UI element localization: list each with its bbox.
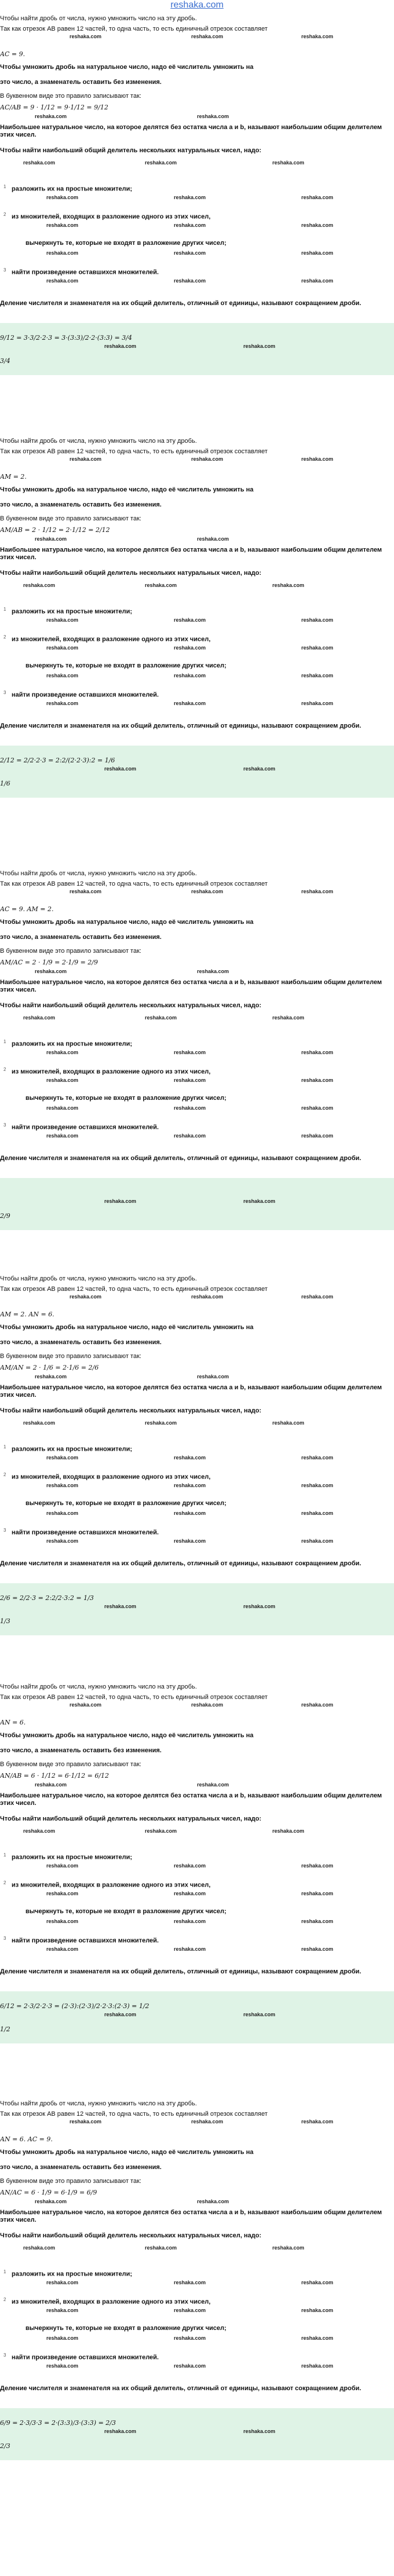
- watermark: reshaka.com: [23, 1015, 56, 1021]
- list-item: [17, 1095, 227, 1102]
- watermark: reshaka.com: [301, 1538, 334, 1544]
- watermark: reshaka.com: [301, 2335, 334, 2341]
- ratio-formula: AN/AC = 6 · 1/9 = 6·1/9 = 6/9: [0, 2189, 97, 2196]
- list-item: [3, 1936, 159, 1944]
- definition-text: Чтобы найти наибольший общий делитель нескольких натуральных чисел, надо:: [0, 1815, 261, 1822]
- watermark: reshaka.com: [272, 1828, 305, 1834]
- segment-length: AC = 9.: [0, 50, 25, 58]
- watermark: reshaka.com: [174, 1863, 206, 1869]
- watermark: reshaka.com: [174, 2280, 206, 2285]
- rule-text: Чтобы умножить дробь на натуральное число, надо её числитель умножить на: [0, 919, 254, 926]
- reduction-formula: 6/12 = 2·3/2·2·3 = (2·3):(2·3)/2·2·3:(2·3) = 1/2: [0, 2002, 149, 2010]
- watermark: reshaka.com: [174, 278, 206, 284]
- watermark: reshaka.com: [301, 1891, 334, 1896]
- watermark: reshaka.com: [191, 1702, 224, 1708]
- watermark: reshaka.com: [301, 278, 334, 284]
- list-item: [3, 2297, 210, 2306]
- rule-text: Чтобы умножить дробь на натуральное число, надо её числитель умножить на: [0, 1732, 254, 1739]
- solution-highlight: [0, 1991, 394, 2043]
- watermark: reshaka.com: [301, 2363, 334, 2369]
- list-text: из множителей, входящих в разложение одного из этих чисел,: [12, 1068, 211, 1076]
- rule-text: В буквенном виде это правило записывают так:: [0, 93, 141, 100]
- watermark: reshaka.com: [301, 1294, 334, 1300]
- definition-text: Чтобы найти наибольший общий делитель нескольких натуральных чисел, надо:: [0, 2232, 261, 2239]
- watermark: reshaka.com: [46, 2335, 79, 2341]
- list-text: из множителей, входящих в разложение одного из этих чисел,: [12, 2298, 211, 2306]
- definition-text: Наибольшее натуральное число, на которое делятся без остатка числа a и b, называют наибольшим общим делителем этих чисел.: [0, 1792, 382, 1807]
- watermark: reshaka.com: [23, 1828, 56, 1834]
- list-number: 2: [3, 1472, 6, 1477]
- watermark: reshaka.com: [301, 1455, 334, 1461]
- watermark: reshaka.com: [145, 1420, 177, 1426]
- watermark: reshaka.com: [301, 673, 334, 678]
- watermark: reshaka.com: [46, 1946, 79, 1952]
- watermark: reshaka.com: [46, 1133, 79, 1139]
- rule-text: Чтобы найти дробь от числа, нужно умножить число на эту дробь.: [0, 2100, 197, 2107]
- watermark: reshaka.com: [104, 766, 137, 772]
- rule-text: это число, а знаменатель оставить без изменения.: [0, 1339, 162, 1346]
- watermark: reshaka.com: [243, 766, 276, 772]
- definition-text: Наибольшее натуральное число, на которое делятся без остатка числа a и b, называют наибольшим общим делителем этих чисел.: [0, 546, 382, 561]
- rule-text: В буквенном виде это правило записывают так:: [0, 948, 141, 955]
- answer: 2/9: [0, 1212, 10, 1220]
- list-number: 1: [3, 1444, 6, 1450]
- solution-highlight: [0, 1178, 394, 1230]
- ratio-formula: AC/AB = 9 · 1/12 = 9·1/12 = 9/12: [0, 104, 108, 111]
- rule-text: В буквенном виде это правило записывают так:: [0, 1353, 141, 1360]
- watermark: reshaka.com: [46, 700, 79, 706]
- watermark: reshaka.com: [174, 2335, 206, 2341]
- watermark: reshaka.com: [174, 1510, 206, 1516]
- list-text: разложить их на простые множители;: [12, 2270, 133, 2278]
- list-number: 2: [3, 212, 6, 217]
- rule-text: это число, а знаменатель оставить без изменения.: [0, 79, 162, 86]
- watermark: reshaka.com: [174, 1133, 206, 1139]
- rule-text: Чтобы найти дробь от числа, нужно умножить число на эту дробь.: [0, 438, 197, 445]
- watermark: reshaka.com: [301, 1077, 334, 1083]
- list-number: 1: [3, 1039, 6, 1044]
- watermark: reshaka.com: [174, 645, 206, 651]
- list-number: 3: [3, 1122, 6, 1128]
- list-text: найти произведение оставшихся множителей.: [12, 1124, 159, 1131]
- rule-text: Чтобы найти дробь от числа, нужно умножить число на эту дробь.: [0, 870, 197, 877]
- watermark: reshaka.com: [174, 1483, 206, 1488]
- watermark: reshaka.com: [197, 1374, 229, 1379]
- list-number: 2: [3, 1067, 6, 1072]
- list-item: [3, 267, 159, 276]
- list-item: [3, 607, 132, 615]
- watermark: reshaka.com: [46, 1077, 79, 1083]
- watermark: reshaka.com: [23, 1420, 56, 1426]
- answer: 2/3: [0, 2442, 10, 2450]
- definition-text: Деление числителя и знаменателя на их общий делитель, отличный от единицы, называют сокращением дроби.: [0, 2385, 362, 2392]
- list-number: 3: [3, 690, 6, 695]
- watermark: reshaka.com: [46, 2363, 79, 2369]
- definition-text: Наибольшее натуральное число, на которое делятся без остатка числа a и b, называют наибольшим общим делителем этих чисел.: [0, 1384, 382, 1399]
- list-item: [17, 1908, 227, 1916]
- watermark: reshaka.com: [197, 113, 229, 119]
- watermark: reshaka.com: [301, 1133, 334, 1139]
- definition-text: Чтобы найти наибольший общий делитель нескольких натуральных чисел, надо:: [0, 570, 261, 577]
- list-text: из множителей, входящих в разложение одного из этих чисел,: [12, 213, 211, 221]
- ratio-formula: AM/AN = 2 · 1/6 = 2·1/6 = 2/6: [0, 1364, 99, 1371]
- list-text: найти произведение оставшихся множителей.: [12, 269, 159, 276]
- definition-text: Деление числителя и знаменателя на их общий делитель, отличный от единицы, называют сокращением дроби.: [0, 722, 362, 729]
- watermark: reshaka.com: [35, 113, 67, 119]
- watermark: reshaka.com: [174, 1918, 206, 1924]
- list-number: 1: [3, 607, 6, 612]
- watermark: reshaka.com: [145, 160, 177, 166]
- rule-text: Чтобы найти дробь от числа, нужно умножить число на эту дробь.: [0, 1275, 197, 1282]
- list-number: 3: [3, 267, 6, 273]
- list-item: [17, 662, 227, 670]
- definition-text: Чтобы найти наибольший общий делитель нескольких натуральных чисел, надо:: [0, 1407, 261, 1414]
- watermark: reshaka.com: [243, 343, 276, 349]
- segment-length: AM = 2. AN = 6.: [0, 1311, 54, 1318]
- watermark: reshaka.com: [70, 889, 102, 894]
- watermark: reshaka.com: [301, 195, 334, 200]
- list-text: вычеркнуть те, которые не входят в разложение других чисел;: [25, 1500, 227, 1507]
- watermark: reshaka.com: [145, 582, 177, 588]
- watermark: reshaka.com: [23, 160, 56, 166]
- solution-highlight: [0, 1583, 394, 1635]
- watermark: reshaka.com: [301, 2280, 334, 2285]
- list-text: из множителей, входящих в разложение одного из этих чисел,: [12, 636, 211, 643]
- watermark: reshaka.com: [23, 2245, 56, 2251]
- watermark: reshaka.com: [35, 1782, 67, 1788]
- watermark: reshaka.com: [46, 1483, 79, 1488]
- watermark: reshaka.com: [46, 1863, 79, 1869]
- definition-text: Наибольшее натуральное число, на которое делятся без остатка числа a и b, называют наибольшим общим делителем этих чисел.: [0, 124, 382, 138]
- watermark: reshaka.com: [301, 1863, 334, 1869]
- list-number: 1: [3, 2269, 6, 2274]
- rule-text: Чтобы умножить дробь на натуральное число, надо её числитель умножить на: [0, 486, 254, 493]
- watermark: reshaka.com: [301, 1483, 334, 1488]
- watermark: reshaka.com: [104, 1198, 137, 1204]
- ratio-formula: AN/AB = 6 · 1/12 = 6·1/12 = 6/12: [0, 1772, 110, 1779]
- watermark: reshaka.com: [35, 536, 67, 542]
- reduction-formula: 2/6 = 2/2·3 = 2:2/2·3:2 = 1/3: [0, 1594, 94, 1602]
- list-text: из множителей, входящих в разложение одного из этих чисел,: [12, 1881, 211, 1889]
- rule-text: Чтобы умножить дробь на натуральное число, надо её числитель умножить на: [0, 2149, 254, 2156]
- watermark: reshaka.com: [145, 1828, 177, 1834]
- watermark: reshaka.com: [243, 1198, 276, 1204]
- watermark: reshaka.com: [174, 1050, 206, 1055]
- segment-text: Так как отрезок AB равен 12 частей, то одна часть, то есть единичный отрезок составляет: [0, 880, 268, 887]
- list-number: 2: [3, 1880, 6, 1885]
- list-item: [3, 690, 159, 699]
- watermark: reshaka.com: [174, 2307, 206, 2313]
- definition-text: Наибольшее натуральное число, на которое делятся без остатка числа a и b, называют наибольшим общим делителем этих чисел.: [0, 979, 382, 993]
- list-item: [17, 1500, 227, 1507]
- list-item: [3, 2269, 132, 2278]
- list-item: [17, 240, 227, 247]
- list-text: разложить их на простые множители;: [12, 608, 133, 615]
- watermark: reshaka.com: [104, 2428, 137, 2434]
- rule-text: В буквенном виде это правило записывают так:: [0, 2178, 141, 2185]
- watermark: reshaka.com: [46, 2280, 79, 2285]
- watermark: reshaka.com: [301, 1050, 334, 1055]
- rule-text: В буквенном виде это правило записывают так:: [0, 1761, 141, 1768]
- watermark: reshaka.com: [46, 1891, 79, 1896]
- segment-text: Так как отрезок AB равен 12 частей, то одна часть, то есть единичный отрезок составляет: [0, 2111, 268, 2118]
- list-item: [3, 1852, 132, 1861]
- definition-text: Деление числителя и знаменателя на их общий делитель, отличный от единицы, называют сокращением дроби.: [0, 1155, 362, 1162]
- list-item: [3, 1880, 210, 1889]
- watermark: reshaka.com: [243, 1603, 276, 1609]
- rule-text: это число, а знаменатель оставить без изменения.: [0, 934, 162, 941]
- list-text: вычеркнуть те, которые не входят в разложение других чисел;: [25, 2325, 227, 2332]
- watermark: reshaka.com: [301, 1105, 334, 1111]
- segment-text: Так как отрезок AB равен 12 частей, то одна часть, то есть единичный отрезок составляет: [0, 1694, 268, 1701]
- watermark: reshaka.com: [272, 582, 305, 588]
- watermark: reshaka.com: [243, 2012, 276, 2017]
- answer: 1/6: [0, 780, 10, 787]
- definition-text: Чтобы найти наибольший общий делитель нескольких натуральных чисел, надо:: [0, 147, 261, 154]
- list-item: [3, 2353, 159, 2361]
- list-item: [3, 1528, 159, 1536]
- watermark: reshaka.com: [46, 673, 79, 678]
- rule-text: это число, а знаменатель оставить без изменения.: [0, 1747, 162, 1754]
- list-item: [3, 212, 210, 221]
- segment-length: AC = 9. AM = 2.: [0, 905, 54, 913]
- watermark: reshaka.com: [46, 278, 79, 284]
- watermark: reshaka.com: [46, 1918, 79, 1924]
- list-text: найти произведение оставшихся множителей.: [12, 691, 159, 699]
- watermark: reshaka.com: [104, 2012, 137, 2017]
- reduction-formula: 2/12 = 2/2·2·3 = 2:2/(2·2·3):2 = 1/6: [0, 757, 115, 764]
- watermark: reshaka.com: [197, 1782, 229, 1788]
- list-item: [3, 1039, 132, 1048]
- list-item: [17, 2325, 227, 2332]
- watermark: reshaka.com: [301, 250, 334, 256]
- watermark: reshaka.com: [70, 34, 102, 39]
- segment-text: Так как отрезок AB равен 12 частей, то одна часть, то есть единичный отрезок составляет: [0, 25, 268, 32]
- watermark: reshaka.com: [46, 1510, 79, 1516]
- rule-text: это число, а знаменатель оставить без изменения.: [0, 501, 162, 508]
- watermark: reshaka.com: [23, 582, 56, 588]
- list-number: 2: [3, 2297, 6, 2302]
- watermark: reshaka.com: [145, 1015, 177, 1021]
- solution-highlight: [0, 2408, 394, 2460]
- rule-text: В буквенном виде это правило записывают так:: [0, 515, 141, 522]
- watermark: reshaka.com: [174, 1455, 206, 1461]
- watermark: reshaka.com: [197, 2199, 229, 2204]
- watermark: reshaka.com: [272, 160, 305, 166]
- watermark: reshaka.com: [46, 645, 79, 651]
- watermark: reshaka.com: [301, 222, 334, 228]
- watermark: reshaka.com: [35, 2199, 67, 2204]
- watermark: reshaka.com: [301, 889, 334, 894]
- watermark: reshaka.com: [301, 1918, 334, 1924]
- watermark: reshaka.com: [104, 343, 137, 349]
- watermark: reshaka.com: [35, 968, 67, 974]
- list-item: [3, 1122, 159, 1131]
- watermark: reshaka.com: [46, 1538, 79, 1544]
- list-number: 3: [3, 1528, 6, 1533]
- watermark: reshaka.com: [46, 2307, 79, 2313]
- watermark: reshaka.com: [301, 1510, 334, 1516]
- watermark: reshaka.com: [301, 1702, 334, 1708]
- list-text: разложить их на простые множители;: [12, 185, 133, 193]
- watermark: reshaka.com: [191, 456, 224, 462]
- list-text: найти произведение оставшихся множителей.: [12, 2354, 159, 2361]
- list-text: вычеркнуть те, которые не входят в разложение других чисел;: [25, 1095, 227, 1102]
- watermark: reshaka.com: [272, 1420, 305, 1426]
- watermark: reshaka.com: [191, 889, 224, 894]
- site-link[interactable]: reshaka.com: [170, 0, 224, 10]
- list-text: вычеркнуть те, которые не входят в разложение других чисел;: [25, 1908, 227, 1915]
- watermark: reshaka.com: [301, 2307, 334, 2313]
- answer: 1/2: [0, 2025, 10, 2033]
- watermark: reshaka.com: [174, 1077, 206, 1083]
- segment-text: Так как отрезок AB равен 12 частей, то одна часть, то есть единичный отрезок составляет: [0, 448, 268, 455]
- list-text: вычеркнуть те, которые не входят в разложение других чисел;: [25, 240, 227, 247]
- watermark: reshaka.com: [35, 1374, 67, 1379]
- definition-text: Деление числителя и знаменателя на их общий делитель, отличный от единицы, называют сокращением дроби.: [0, 1560, 362, 1567]
- watermark: reshaka.com: [301, 617, 334, 623]
- watermark: reshaka.com: [174, 1105, 206, 1111]
- list-text: вычеркнуть те, которые не входят в разложение других чисел;: [25, 662, 227, 669]
- solution-highlight: [0, 323, 394, 375]
- list-number: 3: [3, 1936, 6, 1941]
- list-number: 1: [3, 1852, 6, 1858]
- watermark: reshaka.com: [272, 2245, 305, 2251]
- rule-text: Чтобы найти дробь от числа, нужно умножить число на эту дробь.: [0, 1683, 197, 1690]
- watermark: reshaka.com: [70, 456, 102, 462]
- watermark: reshaka.com: [174, 1538, 206, 1544]
- watermark: reshaka.com: [272, 1015, 305, 1021]
- watermark: reshaka.com: [70, 1294, 102, 1300]
- watermark: reshaka.com: [197, 968, 229, 974]
- list-item: [3, 634, 210, 643]
- list-item: [3, 1472, 210, 1481]
- watermark: reshaka.com: [301, 1946, 334, 1952]
- watermark: reshaka.com: [174, 1946, 206, 1952]
- watermark: reshaka.com: [174, 222, 206, 228]
- list-number: 1: [3, 184, 6, 189]
- watermark: reshaka.com: [174, 195, 206, 200]
- list-text: из множителей, входящих в разложение одного из этих чисел,: [12, 1473, 211, 1481]
- definition-text: Наибольшее натуральное число, на которое делятся без остатка числа a и b, называют наибольшим общим делителем этих чисел.: [0, 2209, 382, 2223]
- list-number: 3: [3, 2353, 6, 2358]
- watermark: reshaka.com: [197, 536, 229, 542]
- watermark: reshaka.com: [174, 673, 206, 678]
- answer: 3/4: [0, 357, 10, 365]
- list-text: найти произведение оставшихся множителей.: [12, 1937, 159, 1944]
- rule-text: Чтобы умножить дробь на натуральное число, надо её числитель умножить на: [0, 64, 254, 71]
- watermark: reshaka.com: [174, 1891, 206, 1896]
- list-item: [3, 184, 132, 193]
- definition-text: Чтобы найти наибольший общий делитель нескольких натуральных чисел, надо:: [0, 1002, 261, 1009]
- watermark: reshaka.com: [191, 1294, 224, 1300]
- list-text: разложить их на простые множители;: [12, 1854, 133, 1861]
- rule-text: это число, а знаменатель оставить без изменения.: [0, 2164, 162, 2171]
- ratio-formula: AM/AB = 2 · 1/12 = 2·1/12 = 2/12: [0, 526, 110, 534]
- watermark: reshaka.com: [174, 700, 206, 706]
- reduction-formula: 6/9 = 2·3/3·3 = 2·(3:3)/3·(3:3) = 2/3: [0, 2419, 116, 2427]
- watermark: reshaka.com: [301, 456, 334, 462]
- list-number: 2: [3, 634, 6, 640]
- watermark: reshaka.com: [46, 1105, 79, 1111]
- watermark: reshaka.com: [145, 2245, 177, 2251]
- watermark: reshaka.com: [70, 2119, 102, 2124]
- ratio-formula: AM/AC = 2 · 1/9 = 2·1/9 = 2/9: [0, 959, 98, 966]
- list-text: найти произведение оставшихся множителей.: [12, 1529, 159, 1536]
- reduction-formula: 9/12 = 3·3/2·2·3 = 3·(3:3)/2·2·(3:3) = 3/4: [0, 334, 132, 342]
- watermark: reshaka.com: [301, 700, 334, 706]
- watermark: reshaka.com: [46, 1050, 79, 1055]
- rule-text: Чтобы умножить дробь на натуральное число, надо её числитель умножить на: [0, 1324, 254, 1331]
- answer: 1/3: [0, 1617, 10, 1625]
- watermark: reshaka.com: [301, 645, 334, 651]
- watermark: reshaka.com: [191, 34, 224, 39]
- watermark: reshaka.com: [46, 250, 79, 256]
- watermark: reshaka.com: [174, 250, 206, 256]
- watermark: reshaka.com: [243, 2428, 276, 2434]
- watermark: reshaka.com: [174, 2363, 206, 2369]
- list-item: [3, 1444, 132, 1453]
- watermark: reshaka.com: [46, 195, 79, 200]
- rule-text: Чтобы найти дробь от числа, нужно умножить число на эту дробь.: [0, 15, 197, 22]
- watermark: reshaka.com: [46, 1455, 79, 1461]
- definition-text: Деление числителя и знаменателя на их общий делитель, отличный от единицы, называют сокращением дроби.: [0, 300, 362, 307]
- segment-length: AN = 6. AC = 9.: [0, 2135, 53, 2143]
- definition-text: Деление числителя и знаменателя на их общий делитель, отличный от единицы, называют сокращением дроби.: [0, 1968, 362, 1975]
- watermark: reshaka.com: [191, 2119, 224, 2124]
- segment-length: AN = 6.: [0, 1719, 26, 1726]
- list-text: разложить их на простые множители;: [12, 1040, 133, 1048]
- solution-highlight: [0, 746, 394, 798]
- segment-text: Так как отрезок AB равен 12 частей, то одна часть, то есть единичный отрезок составляет: [0, 1286, 268, 1293]
- watermark: reshaka.com: [46, 617, 79, 623]
- list-text: разложить их на простые множители;: [12, 1445, 133, 1453]
- watermark: reshaka.com: [46, 222, 79, 228]
- segment-length: AM = 2.: [0, 473, 27, 480]
- watermark: reshaka.com: [70, 1702, 102, 1708]
- list-item: [3, 1067, 210, 1076]
- watermark: reshaka.com: [174, 617, 206, 623]
- watermark: reshaka.com: [301, 34, 334, 39]
- watermark: reshaka.com: [301, 2119, 334, 2124]
- watermark: reshaka.com: [104, 1603, 137, 1609]
